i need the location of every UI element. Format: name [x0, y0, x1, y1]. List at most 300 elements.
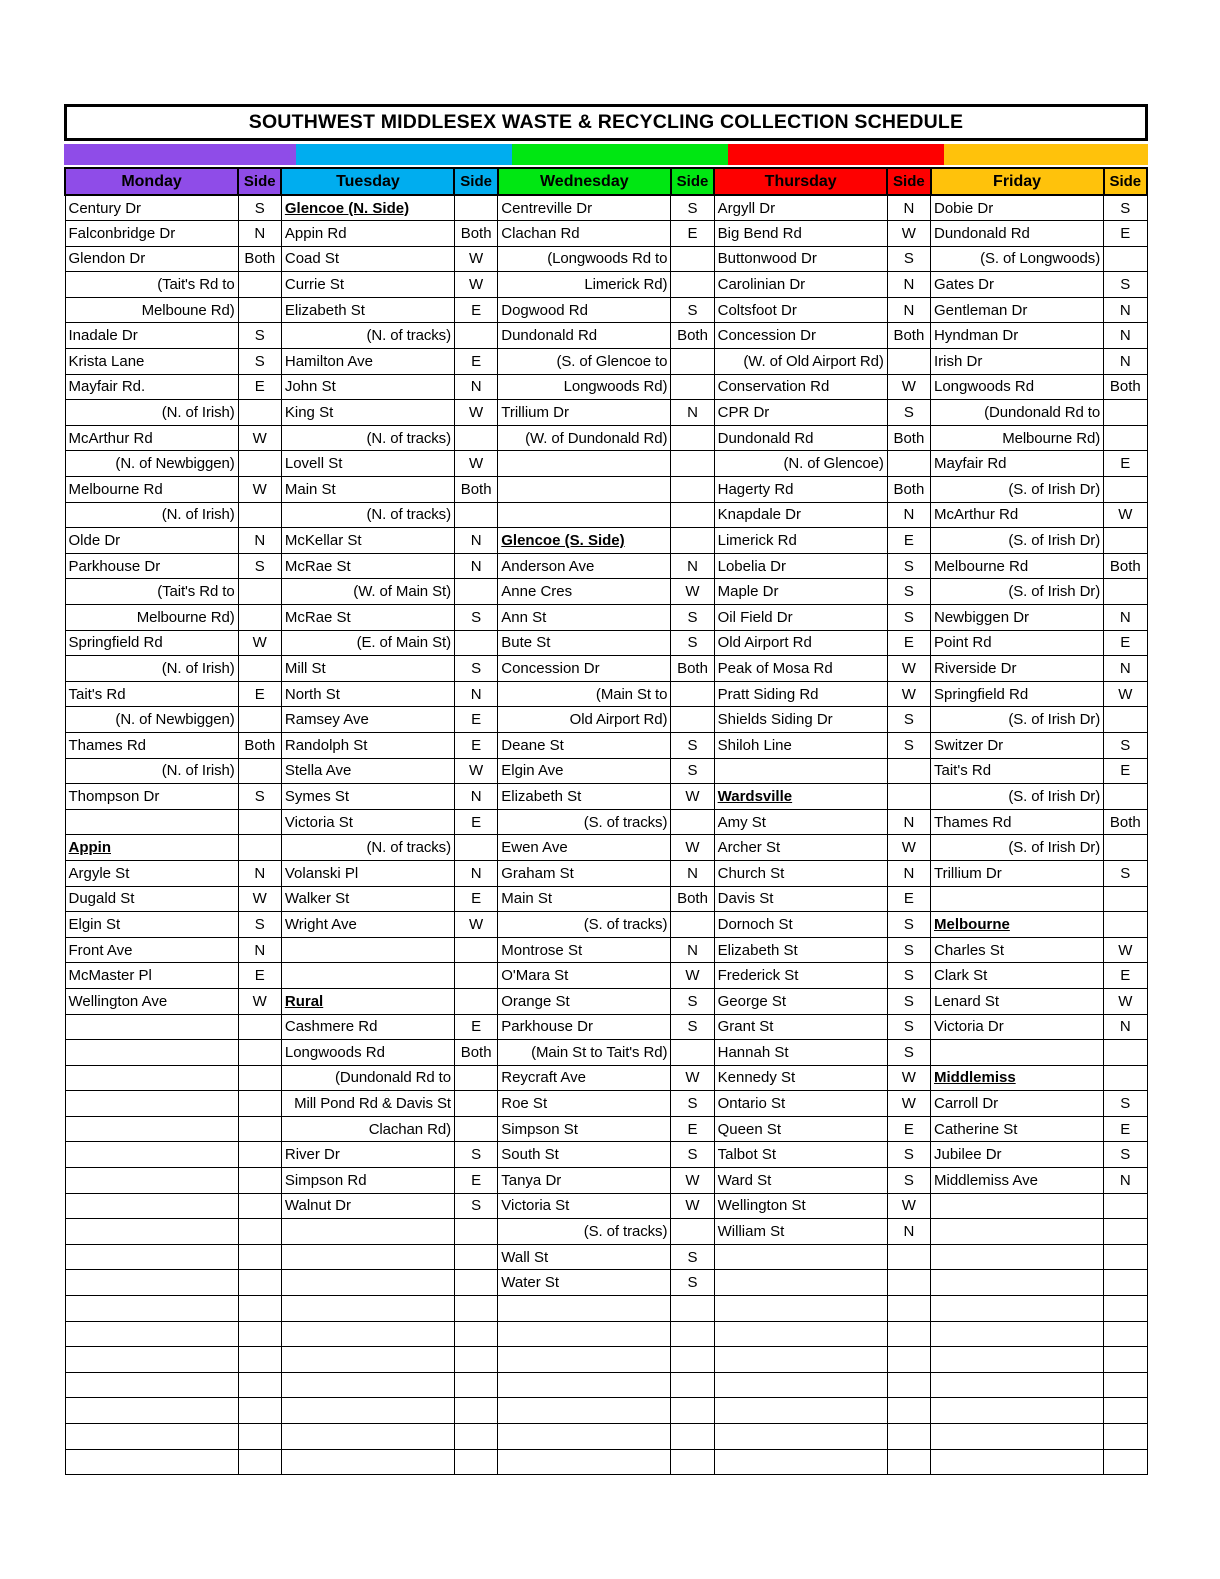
street-note: Melbourne Rd): [65, 605, 238, 631]
side-cell-empty: [454, 1347, 497, 1373]
side-cell: W: [671, 1065, 714, 1091]
side-cell: S: [238, 349, 281, 375]
side-cell-empty: [671, 477, 714, 503]
table-row: [65, 835, 1147, 861]
side-cell-empty: [671, 681, 714, 707]
side-cell-empty: [238, 502, 281, 528]
side-cell-empty: [671, 809, 714, 835]
side-cell: Both: [454, 221, 497, 247]
side-cell-empty: [454, 195, 497, 221]
side-cell: W: [1104, 937, 1147, 963]
side-cell-empty: [238, 272, 281, 298]
empty-cell: [931, 1449, 1104, 1475]
side-cell: S: [238, 195, 281, 221]
side-cell: N: [887, 272, 930, 298]
street-name-cell: George St: [714, 988, 887, 1014]
side-cell: S: [1104, 272, 1147, 298]
side-cell: N: [238, 937, 281, 963]
empty-cell: [281, 1296, 454, 1322]
side-cell-empty: [238, 605, 281, 631]
street-name-cell: Roe St: [498, 1091, 671, 1117]
table-row: [65, 656, 1147, 682]
street-note: (Tait's Rd to: [65, 579, 238, 605]
side-cell-empty: [671, 528, 714, 554]
side-cell: E: [454, 886, 497, 912]
street-note: (N. of Irish): [65, 502, 238, 528]
side-cell-empty: [887, 451, 930, 477]
side-cell-empty: [238, 835, 281, 861]
side-cell: S: [671, 297, 714, 323]
side-cell-empty: [238, 1219, 281, 1245]
table-row: [65, 758, 1147, 784]
side-cell-empty: [454, 1270, 497, 1296]
street-name-cell: Dundonald Rd: [714, 425, 887, 451]
table-row: [65, 1142, 1147, 1168]
side-cell: E: [454, 809, 497, 835]
table-row: [65, 1091, 1147, 1117]
side-cell: E: [454, 707, 497, 733]
street-name-cell: Front Ave: [65, 937, 238, 963]
street-name-cell: Water St: [498, 1270, 671, 1296]
table-row: [65, 1040, 1147, 1066]
side-cell-empty: [1104, 1244, 1147, 1270]
street-name-cell: O'Mara St: [498, 963, 671, 989]
side-cell: W: [887, 681, 930, 707]
color-block-friday: [944, 144, 1148, 165]
side-cell: S: [454, 605, 497, 631]
side-cell: N: [454, 784, 497, 810]
street-name-cell: Deane St: [498, 732, 671, 758]
side-cell-empty: [238, 1296, 281, 1322]
side-cell-empty: [887, 1270, 930, 1296]
empty-cell: [281, 1449, 454, 1475]
empty-cell: [281, 1244, 454, 1270]
street-name-cell: Century Dr: [65, 195, 238, 221]
side-cell: Both: [671, 323, 714, 349]
street-name-cell: Coltsfoot Dr: [714, 297, 887, 323]
street-name-cell: Lobelia Dr: [714, 553, 887, 579]
street-name-cell: Elgin Ave: [498, 758, 671, 784]
side-cell-empty: [1104, 477, 1147, 503]
table-row: [65, 1193, 1147, 1219]
empty-cell: [281, 1219, 454, 1245]
side-cell: N: [454, 553, 497, 579]
side-cell-empty: [238, 758, 281, 784]
table-row: [65, 732, 1147, 758]
street-note: (S. of Glencoe to: [498, 349, 671, 375]
side-cell-empty: [454, 1398, 497, 1424]
section-heading: Middlemiss: [931, 1065, 1104, 1091]
street-note: (N. of tracks): [281, 323, 454, 349]
street-note: (Main St to Tait's Rd): [498, 1040, 671, 1066]
table-row: [65, 937, 1147, 963]
side-cell-empty: [238, 451, 281, 477]
side-cell-empty: [1104, 425, 1147, 451]
empty-cell: [498, 1347, 671, 1373]
side-cell-empty: [671, 1398, 714, 1424]
side-cell-empty: [887, 784, 930, 810]
table-row: [65, 860, 1147, 886]
street-name-cell: Tait's Rd: [931, 758, 1104, 784]
empty-cell: [931, 1040, 1104, 1066]
street-name-cell: Walker St: [281, 886, 454, 912]
street-name-cell: Glendon Dr: [65, 246, 238, 272]
empty-cell: [498, 1296, 671, 1322]
street-name-cell: Springfield Rd: [65, 630, 238, 656]
side-cell-empty: [454, 1424, 497, 1450]
street-note: (S. of Irish Dr): [931, 528, 1104, 554]
street-name-cell: Shiloh Line: [714, 732, 887, 758]
side-cell: E: [887, 1116, 930, 1142]
side-cell-empty: [238, 1372, 281, 1398]
side-cell: E: [1104, 451, 1147, 477]
street-note: Old Airport Rd): [498, 707, 671, 733]
side-cell-empty: [671, 502, 714, 528]
side-cell-empty: [671, 707, 714, 733]
column-header-side-tuesday: Side: [454, 168, 497, 195]
street-name-cell: Conservation Rd: [714, 374, 887, 400]
side-cell: S: [887, 1168, 930, 1194]
street-note: (N. of Irish): [65, 400, 238, 426]
empty-cell: [65, 1142, 238, 1168]
side-cell-empty: [454, 323, 497, 349]
street-name-cell: Main St: [281, 477, 454, 503]
table-row: [65, 1270, 1147, 1296]
table-row: [65, 297, 1147, 323]
empty-cell: [498, 451, 671, 477]
column-header-side-monday: Side: [238, 168, 281, 195]
side-cell: S: [238, 784, 281, 810]
side-cell: E: [1104, 963, 1147, 989]
street-name-cell: John St: [281, 374, 454, 400]
side-cell: E: [1104, 758, 1147, 784]
side-cell-empty: [887, 1398, 930, 1424]
street-name-cell: Dobie Dr: [931, 195, 1104, 221]
side-cell-empty: [671, 1219, 714, 1245]
side-cell: E: [238, 681, 281, 707]
street-name-cell: Knapdale Dr: [714, 502, 887, 528]
side-cell-empty: [671, 425, 714, 451]
empty-cell: [65, 1321, 238, 1347]
empty-cell: [65, 1372, 238, 1398]
street-name-cell: Shields Siding Dr: [714, 707, 887, 733]
side-cell: S: [671, 195, 714, 221]
side-cell: S: [887, 400, 930, 426]
street-name-cell: River Dr: [281, 1142, 454, 1168]
color-block-tuesday: [296, 144, 512, 165]
street-name-cell: Stella Ave: [281, 758, 454, 784]
color-block-thursday: [728, 144, 944, 165]
side-cell: N: [1104, 349, 1147, 375]
side-cell: Both: [887, 425, 930, 451]
street-name-cell: Simpson Rd: [281, 1168, 454, 1194]
side-cell-empty: [238, 1142, 281, 1168]
street-note: (S. of Irish Dr): [931, 579, 1104, 605]
side-cell-empty: [1104, 886, 1147, 912]
empty-cell: [281, 1321, 454, 1347]
side-cell-empty: [238, 809, 281, 835]
side-cell: W: [671, 963, 714, 989]
street-name-cell: Hannah St: [714, 1040, 887, 1066]
side-cell: E: [238, 374, 281, 400]
side-cell: W: [1104, 681, 1147, 707]
side-cell-empty: [238, 579, 281, 605]
side-cell: W: [671, 1168, 714, 1194]
street-name-cell: Argyll Dr: [714, 195, 887, 221]
side-cell: E: [454, 1014, 497, 1040]
street-note: (S. of Irish Dr): [931, 477, 1104, 503]
side-cell: S: [238, 323, 281, 349]
table-row: [65, 988, 1147, 1014]
table-row: [65, 1424, 1147, 1450]
side-cell: W: [887, 221, 930, 247]
side-cell-empty: [671, 1372, 714, 1398]
side-cell: W: [454, 758, 497, 784]
side-cell: S: [1104, 732, 1147, 758]
side-cell: E: [454, 1168, 497, 1194]
street-note: (N. of Irish): [65, 758, 238, 784]
street-name-cell: Elizabeth St: [714, 937, 887, 963]
table-row: [65, 374, 1147, 400]
side-cell: E: [887, 630, 930, 656]
empty-cell: [931, 1321, 1104, 1347]
street-name-cell: Olde Dr: [65, 528, 238, 554]
street-name-cell: Coad St: [281, 246, 454, 272]
empty-cell: [498, 477, 671, 503]
side-cell: N: [671, 553, 714, 579]
side-cell: S: [671, 1091, 714, 1117]
side-cell-empty: [454, 1219, 497, 1245]
street-name-cell: Catherine St: [931, 1116, 1104, 1142]
empty-cell: [498, 1424, 671, 1450]
side-cell-empty: [454, 937, 497, 963]
street-name-cell: Anne Cres: [498, 579, 671, 605]
side-cell-empty: [887, 1372, 930, 1398]
street-name-cell: Maple Dr: [714, 579, 887, 605]
side-cell: S: [887, 1142, 930, 1168]
side-cell: N: [1104, 656, 1147, 682]
side-cell-empty: [1104, 1219, 1147, 1245]
street-name-cell: Ontario St: [714, 1091, 887, 1117]
table-row: [65, 809, 1147, 835]
side-cell: N: [1104, 323, 1147, 349]
side-cell: E: [887, 886, 930, 912]
street-name-cell: Concession Dr: [498, 656, 671, 682]
street-name-cell: Longwoods Rd: [281, 1040, 454, 1066]
street-note: (N. of Newbiggen): [65, 451, 238, 477]
side-cell-empty: [238, 400, 281, 426]
side-cell-empty: [887, 758, 930, 784]
street-name-cell: Melbourne Rd: [65, 477, 238, 503]
side-cell: W: [238, 425, 281, 451]
empty-cell: [931, 1219, 1104, 1245]
empty-cell: [931, 1270, 1104, 1296]
side-cell: W: [238, 886, 281, 912]
street-name-cell: Ward St: [714, 1168, 887, 1194]
side-cell-empty: [238, 1347, 281, 1373]
street-note: (S. of tracks): [498, 912, 671, 938]
empty-cell: [931, 1244, 1104, 1270]
street-name-cell: Parkhouse Dr: [65, 553, 238, 579]
empty-cell: [281, 1424, 454, 1450]
side-cell-empty: [454, 1449, 497, 1475]
table-row: [65, 502, 1147, 528]
street-note: (S. of tracks): [498, 1219, 671, 1245]
section-heading: Appin: [65, 835, 238, 861]
side-cell-empty: [238, 707, 281, 733]
side-cell: E: [1104, 630, 1147, 656]
table-row: [65, 349, 1147, 375]
street-name-cell: Elgin St: [65, 912, 238, 938]
street-name-cell: Randolph St: [281, 732, 454, 758]
street-name-cell: McKellar St: [281, 528, 454, 554]
street-name-cell: Tanya Dr: [498, 1168, 671, 1194]
street-name-cell: Amy St: [714, 809, 887, 835]
column-header-side-friday: Side: [1104, 168, 1147, 195]
side-cell: E: [1104, 221, 1147, 247]
side-cell: S: [671, 1270, 714, 1296]
empty-cell: [65, 1398, 238, 1424]
table-row: [65, 707, 1147, 733]
street-name-cell: Riverside Dr: [931, 656, 1104, 682]
street-note: Longwoods Rd): [498, 374, 671, 400]
page-title: SOUTHWEST MIDDLESEX WASTE & RECYCLING COLLECTION SCHEDULE: [248, 111, 964, 133]
side-cell: Both: [238, 246, 281, 272]
side-cell-empty: [454, 579, 497, 605]
side-cell: S: [887, 988, 930, 1014]
table-row: [65, 1449, 1147, 1475]
side-cell-empty: [1104, 1065, 1147, 1091]
street-note: (Tait's Rd to: [65, 272, 238, 298]
street-note: (N. of Newbiggen): [65, 707, 238, 733]
side-cell: S: [671, 1142, 714, 1168]
street-note: (S. of Irish Dr): [931, 784, 1104, 810]
side-cell: N: [1104, 297, 1147, 323]
side-cell: Both: [454, 477, 497, 503]
side-cell: W: [454, 912, 497, 938]
side-cell: W: [454, 246, 497, 272]
street-name-cell: Church St: [714, 860, 887, 886]
street-name-cell: Charles St: [931, 937, 1104, 963]
street-note: (W. of Main St): [281, 579, 454, 605]
empty-cell: [281, 1372, 454, 1398]
street-name-cell: Inadale Dr: [65, 323, 238, 349]
side-cell-empty: [454, 1091, 497, 1117]
column-header-wednesday: Wednesday: [498, 168, 671, 195]
table-row: [65, 400, 1147, 426]
street-note: Melbourne Rd): [931, 425, 1104, 451]
side-cell: S: [1104, 1091, 1147, 1117]
side-cell-empty: [454, 963, 497, 989]
side-cell: E: [454, 732, 497, 758]
street-name-cell: Reycraft Ave: [498, 1065, 671, 1091]
color-block-wednesday: [512, 144, 728, 165]
empty-cell: [65, 1091, 238, 1117]
table-row: [65, 630, 1147, 656]
side-cell-empty: [238, 297, 281, 323]
empty-cell: [931, 1398, 1104, 1424]
street-name-cell: Argyle St: [65, 860, 238, 886]
street-note: Melboune Rd): [65, 297, 238, 323]
empty-cell: [65, 1347, 238, 1373]
street-name-cell: Jubilee Dr: [931, 1142, 1104, 1168]
street-name-cell: William St: [714, 1219, 887, 1245]
side-cell: N: [238, 221, 281, 247]
side-cell: N: [887, 809, 930, 835]
schedule-sheet: [64, 104, 1148, 1475]
side-cell: N: [671, 937, 714, 963]
street-name-cell: McMaster Pl: [65, 963, 238, 989]
side-cell: S: [1104, 1142, 1147, 1168]
street-name-cell: Ann St: [498, 605, 671, 631]
side-cell-empty: [887, 1347, 930, 1373]
street-name-cell: Mill St: [281, 656, 454, 682]
street-name-cell: Dundonald Rd: [498, 323, 671, 349]
side-cell: S: [1104, 195, 1147, 221]
street-name-cell: Clark St: [931, 963, 1104, 989]
table-row: [65, 912, 1147, 938]
empty-cell: [65, 1270, 238, 1296]
table-row: [65, 1244, 1147, 1270]
street-name-cell: South St: [498, 1142, 671, 1168]
empty-cell: [714, 1398, 887, 1424]
empty-cell: [281, 1398, 454, 1424]
empty-cell: [498, 1398, 671, 1424]
side-cell-empty: [238, 1168, 281, 1194]
street-name-cell: Centreville Dr: [498, 195, 671, 221]
side-cell-empty: [1104, 246, 1147, 272]
section-heading: Melbourne: [931, 912, 1104, 938]
side-cell: Both: [887, 323, 930, 349]
side-cell: N: [887, 1219, 930, 1245]
street-name-cell: Davis St: [714, 886, 887, 912]
street-name-cell: North St: [281, 681, 454, 707]
street-name-cell: Wellington St: [714, 1193, 887, 1219]
table-row: [65, 681, 1147, 707]
side-cell: S: [887, 937, 930, 963]
side-cell: N: [454, 528, 497, 554]
side-cell: S: [887, 732, 930, 758]
street-note: (S. of Irish Dr): [931, 835, 1104, 861]
side-cell: W: [887, 656, 930, 682]
side-cell-empty: [238, 1014, 281, 1040]
table-row: [65, 1014, 1147, 1040]
table-row: [65, 963, 1147, 989]
side-cell: W: [887, 1065, 930, 1091]
side-cell: W: [671, 579, 714, 605]
side-cell-empty: [238, 656, 281, 682]
side-cell: N: [887, 297, 930, 323]
street-name-cell: Wellington Ave: [65, 988, 238, 1014]
side-cell-empty: [1104, 784, 1147, 810]
side-cell: N: [887, 502, 930, 528]
side-cell-empty: [1104, 1449, 1147, 1475]
empty-cell: [498, 1321, 671, 1347]
side-cell: E: [454, 349, 497, 375]
street-name-cell: Simpson St: [498, 1116, 671, 1142]
side-cell-empty: [454, 988, 497, 1014]
street-name-cell: Switzer Dr: [931, 732, 1104, 758]
street-name-cell: Wall St: [498, 1244, 671, 1270]
section-heading: Glencoe (N. Side): [281, 195, 454, 221]
side-cell: S: [887, 553, 930, 579]
collection-schedule-table: [64, 167, 1148, 1475]
side-cell-empty: [671, 1321, 714, 1347]
street-name-cell: McArthur Rd: [931, 502, 1104, 528]
side-cell: S: [671, 1014, 714, 1040]
table-header-row: [65, 168, 1147, 195]
side-cell-empty: [671, 272, 714, 298]
